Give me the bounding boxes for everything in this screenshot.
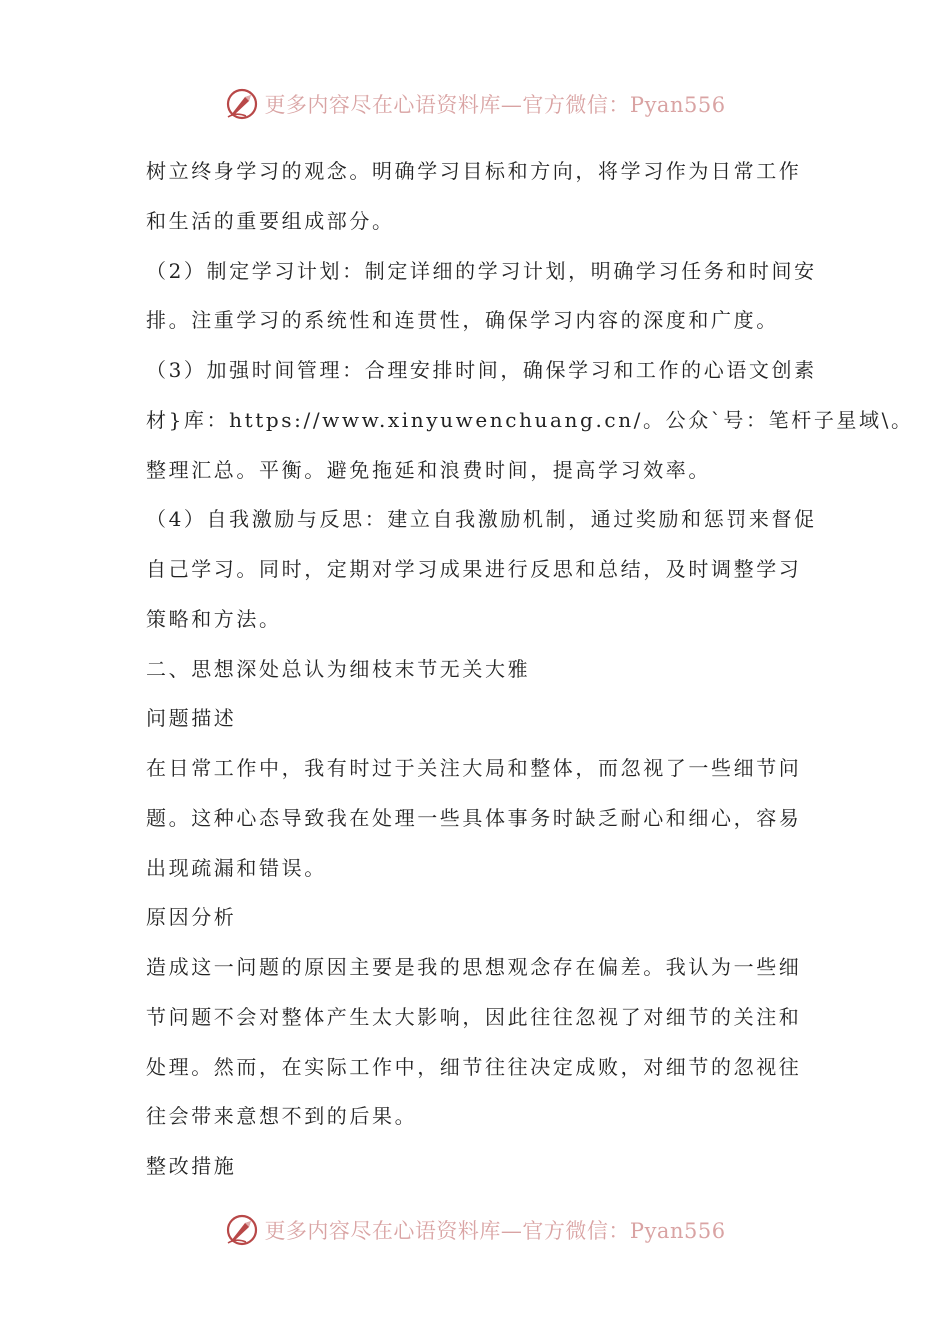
section-heading: 二、思想深处总认为细枝末节无关大雅: [146, 656, 531, 681]
body-line: 自己学习。同时，定期对学习成果进行反思和总结，及时调整学习: [146, 557, 802, 581]
body-line: 整理汇总。平衡。避免拖延和浪费时间，提高学习效率。: [146, 457, 711, 482]
body-line: 树立终身学习的观念。明确学习目标和方向，将学习作为日常工作: [146, 159, 802, 183]
subsection-heading: 问题描述: [146, 706, 237, 731]
body-line: （4）自我激励与反思：建立自我激励机制，通过奖励和惩罚来督促: [146, 507, 817, 532]
body-line: （3）加强时间管理：合理安排时间，确保学习和工作的心语文创素: [146, 358, 817, 382]
pen-nib-logo-icon: [224, 1212, 260, 1248]
body-line: 和生活的重要组成部分。: [146, 208, 395, 233]
banner-text: 更多内容尽在心语资料库—官方微信：Pyan556: [264, 93, 726, 117]
body-line: 排。注重学习的系统性和连贯性，确保学习内容的深度和广度。: [146, 308, 779, 333]
body-line: 节问题不会对整体产生太大影响，因此往往忽视了对细节的关注和: [146, 1004, 802, 1029]
header-banner: [0, 82, 950, 126]
document-body: [146, 147, 914, 1192]
body-line: 策略和方法。: [146, 606, 282, 631]
body-line: 在日常工作中，我有时过于关注大局和整体，而忽视了一些细节问: [146, 756, 802, 780]
body-line: 处理。然而，在实际工作中，细节往往决定成败，对细节的忽视往: [146, 1054, 802, 1079]
body-line: 出现疏漏和错误。: [146, 855, 327, 880]
body-line: 材}库：https://www.xinyuwenchuang.cn/。公众`号：笔杆子星域\。: [146, 407, 914, 432]
body-line: 往会带来意想不到的后果。: [146, 1104, 418, 1129]
pen-nib-logo-icon: [224, 86, 260, 122]
banner-text: 更多内容尽在心语资料库—官方微信：Pyan556: [264, 1219, 726, 1243]
subsection-heading: 整改措施: [146, 1154, 237, 1178]
body-line: （2）制定学习计划：制定详细的学习计划，明确学习任务和时间安: [146, 258, 817, 283]
body-line: 题。这种心态导致我在处理一些具体事务时缺乏耐心和细心，容易: [146, 805, 802, 830]
body-line: 造成这一问题的原因主要是我的思想观念存在偏差。我认为一些细: [146, 955, 802, 979]
subsection-heading: 原因分析: [146, 905, 237, 930]
footer-banner: [0, 1208, 950, 1252]
